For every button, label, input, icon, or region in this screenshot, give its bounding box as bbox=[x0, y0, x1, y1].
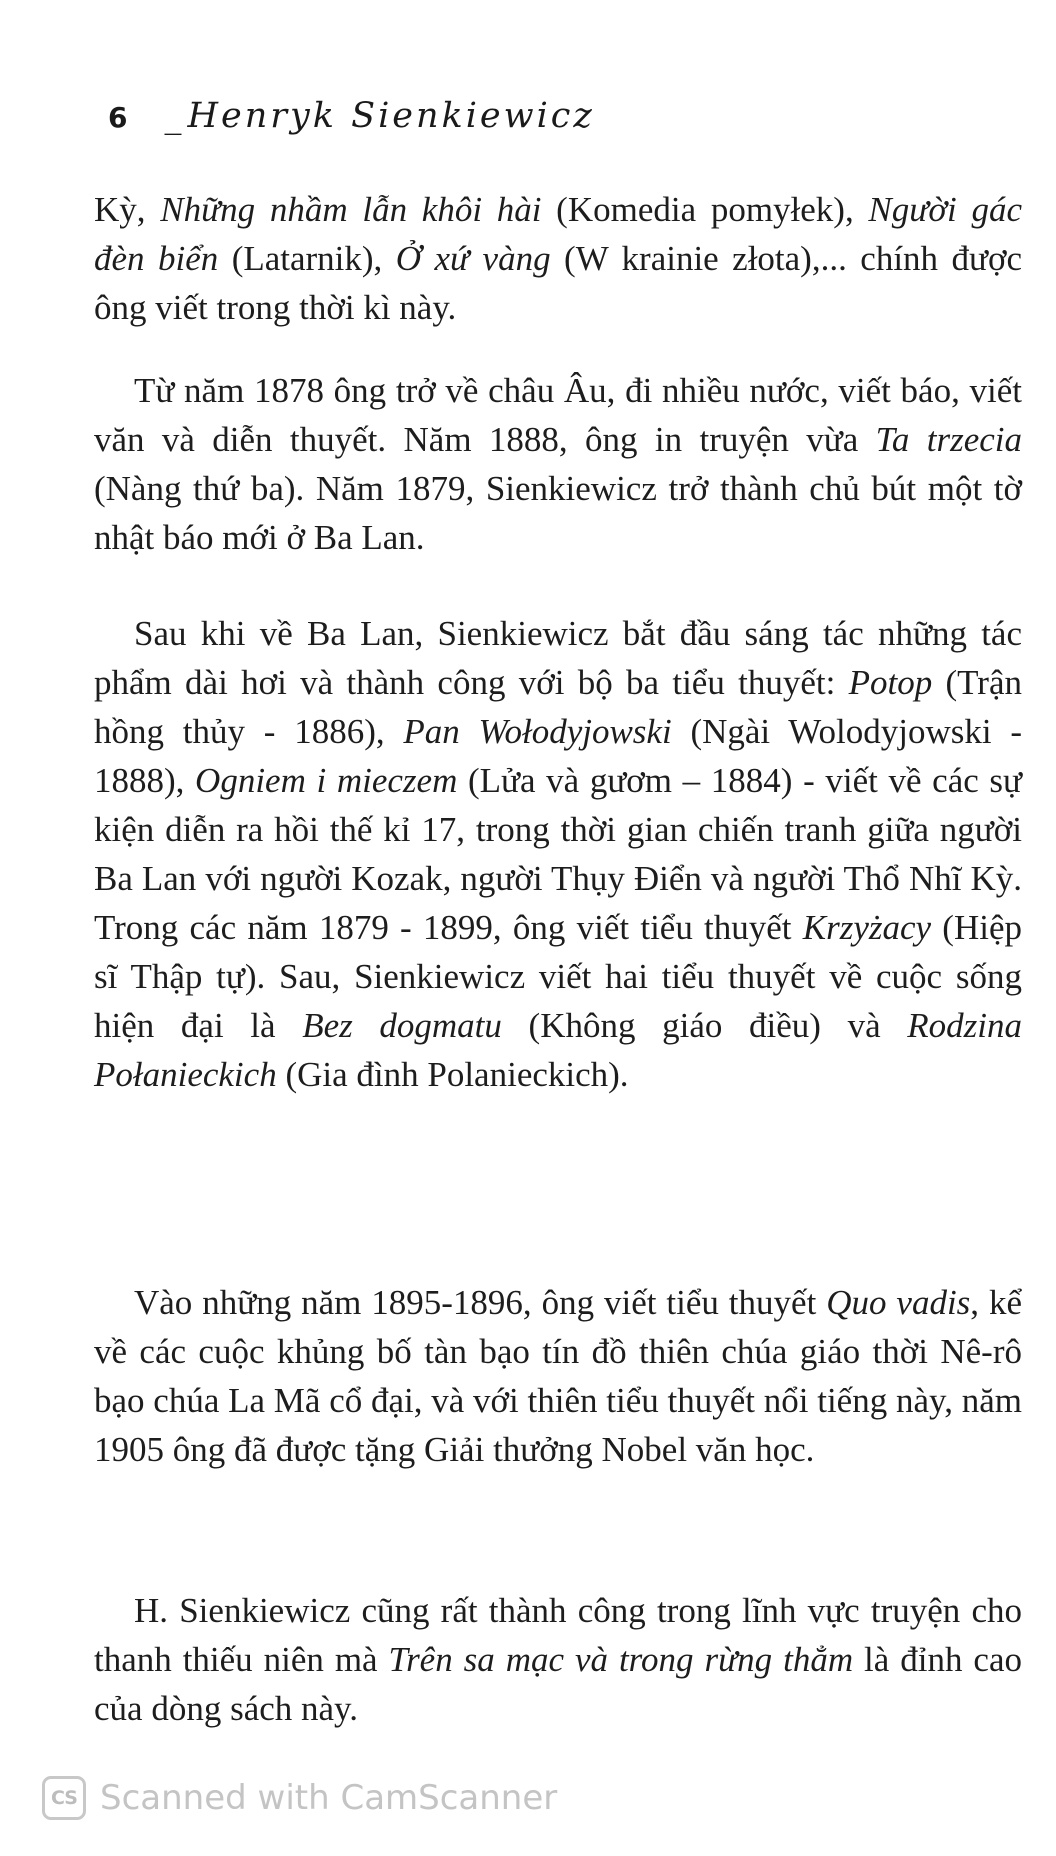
paragraph-2 bbox=[94, 366, 1022, 562]
text-run: (W krainie złota),... chính được ông viết trong thời kì này. bbox=[94, 239, 1022, 327]
text-run: (Komedia pomyłek), bbox=[541, 190, 869, 229]
paragraph-4 bbox=[94, 1278, 1022, 1474]
text-run: H. Sienkiewicz cũng rất thành công trong lĩnh vực truyện cho thanh thiếu niên mà bbox=[94, 1591, 1022, 1679]
page-number: 6 bbox=[108, 101, 129, 134]
italic-title: Trên sa mạc và trong rừng thẳm bbox=[388, 1640, 854, 1679]
text-run: (Hiệp sĩ Thập tự). Sau, Sienkiewicz viết hai tiểu thuyết về cuộc sống hiện đại là bbox=[94, 908, 1022, 1045]
camscanner-logo-icon: CS bbox=[42, 1776, 86, 1820]
italic-title: Rodzina Połanieckich bbox=[94, 1006, 1022, 1094]
paragraph-1 bbox=[94, 185, 1022, 332]
italic-title: Ta trzecia bbox=[875, 420, 1022, 459]
italic-title: Những nhầm lẫn khôi hài bbox=[160, 190, 542, 229]
italic-title: Ogniem i mieczem bbox=[195, 761, 458, 800]
page-header bbox=[108, 96, 595, 146]
camscanner-watermark bbox=[42, 1772, 557, 1824]
text-run: Vào những năm 1895-1896, ông viết tiểu thuyết bbox=[134, 1283, 827, 1322]
text-run: (Gia đình Polanieckich). bbox=[276, 1055, 629, 1094]
text-run: (Không giáo điều) và bbox=[501, 1006, 908, 1045]
text-run: , kể về các cuộc khủng bố tàn bạo tín đồ thiên chúa giáo thời Nê-rô bạo chúa La Mã cổ đại, và với thiên tiểu thuyết nổi tiếng này, năm 1905 ông đã được tặng Giải thưởng Nobel văn học. bbox=[94, 1283, 1022, 1469]
italic-title: Pan Wołodyjowski bbox=[403, 712, 672, 751]
text-run: (Trận hồng thủy - 1886), bbox=[94, 663, 1022, 751]
running-head-author: Henryk Sienkiewicz bbox=[187, 96, 595, 136]
paragraph-5 bbox=[94, 1586, 1022, 1733]
italic-title: Bez dogmatu bbox=[302, 1006, 502, 1045]
text-run: (Ngài Wolodyjowski - 1888), bbox=[94, 712, 1023, 800]
text-run: (Nàng thứ ba). Năm 1879, Sienkiewicz trở thành chủ bút một tờ nhật báo mới ở Ba Lan. bbox=[94, 469, 1022, 557]
text-run: Kỳ, bbox=[94, 190, 161, 229]
italic-title: Krzyżacy bbox=[802, 908, 932, 947]
text-run: Từ năm 1878 ông trở về châu Âu, đi nhiều nước, viết báo, viết văn và diễn thuyết. Năm 1888, ông in truyện vừa bbox=[94, 371, 1022, 459]
italic-title: Ở xứ vàng bbox=[395, 239, 551, 278]
italic-title: Người gác đèn biển bbox=[94, 190, 1022, 278]
text-run: (Lửa và gươm – 1884) - viết về các sự kiện diễn ra hồi thế kỉ 17, trong thời gian chiến tranh giữa người Ba Lan với người Kozak, người Thụy Điển và người Thổ Nhĩ Kỳ. Trong các năm 1879 - 1899, ông viết tiểu thuyết bbox=[94, 761, 1022, 947]
watermark-text: Scanned with CamScanner bbox=[100, 1778, 558, 1818]
italic-title: Quo vadis bbox=[826, 1283, 971, 1322]
paragraph-3 bbox=[94, 609, 1022, 1099]
italic-title: Potop bbox=[848, 663, 933, 702]
header-dash: _ bbox=[164, 96, 182, 136]
text-run: Sau khi về Ba Lan, Sienkiewicz bắt đầu sáng tác những tác phẩm dài hơi và thành công với bộ ba tiểu thuyết: bbox=[94, 614, 1022, 702]
text-run: (Latarnik), bbox=[218, 239, 396, 278]
text-run: là đỉnh cao của dòng sách này. bbox=[94, 1640, 1022, 1728]
